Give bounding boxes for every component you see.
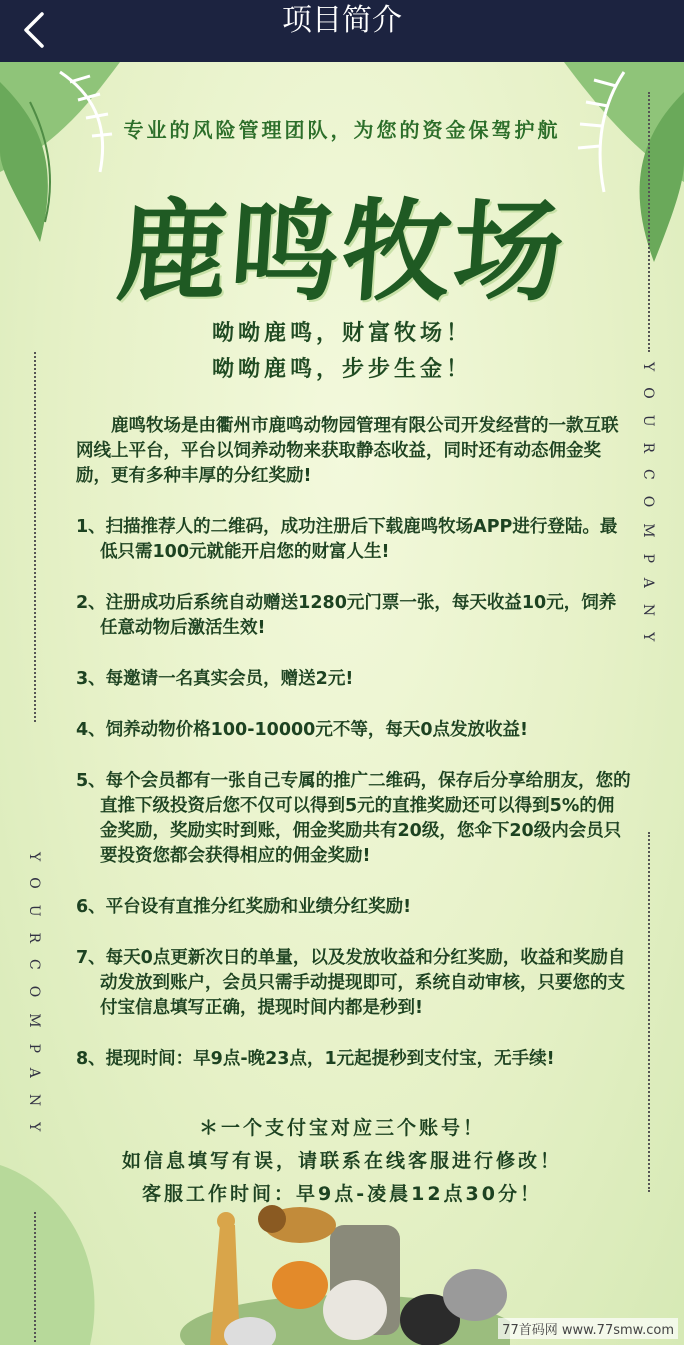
intro-text-block (76, 414, 631, 1098)
notice-line: ＊一个支付宝对应三个账号！ (198, 1117, 485, 1139)
tagline: 专业的风险管理团队，为您的资金保驾护航 (123, 120, 561, 142)
slogan-line: 呦呦鹿鸣，步步生金！ (211, 357, 472, 382)
side-text-right: YOURCOMPANY (640, 362, 656, 658)
project-poster (0, 62, 684, 1345)
notice-line: 如信息填写有误，请联系在线客服进行修改！ (121, 1150, 562, 1172)
rule-item: 7、每天0点更新次日的单量，以及发放收益和分红奖励，收益和奖励自动发放到账户，会员只需手动提现即可，系统自动审核，只要您的支付宝信息填写正确，提现时间内都是秒到! (76, 948, 626, 1018)
slogan-line: 呦呦鹿鸣，财富牧场！ (211, 321, 472, 346)
rule-item: 2、注册成功后系统自动赠送1280元门票一张，每天收益10元，饲养任意动物后激活生效! (76, 593, 617, 638)
top-nav-bar (0, 0, 684, 62)
rule-item: 6、平台设有直推分红奖励和业绩分红奖励! (76, 897, 412, 917)
side-text-left: YOURCOMPANY (26, 852, 42, 1148)
rule-item: 8、提现时间：早9点-晚23点，1元起提秒到支付宝，无手续! (76, 1049, 555, 1069)
rule-item: 3、每邀请一名真实会员，赠送2元! (76, 669, 354, 689)
rule-item: 5、每个会员都有一张自己专属的推广二维码，保存后分享给朋友，您的直推下级投资后您不仅可以得到5元的直推奖励还可以得到5%的佣金奖励，奖励实时到账，佣金奖励共有20级，您伞下20级内会员只要投资您都会获得相应的佣金奖励! (76, 771, 631, 866)
watermark: 77首码网 www.77smw.com (498, 1318, 678, 1339)
rule-item: 4、饲养动物价格100-10000元不等，每天0点发放收益! (76, 720, 529, 740)
frame-line (34, 1212, 36, 1342)
rule-item: 1、扫描推荐人的二维码，成功注册后下载鹿鸣牧场APP进行登陆。最低只需100元就能开启您的财富人生! (76, 517, 618, 562)
brand-title: 鹿鸣牧场 (112, 188, 570, 316)
intro-paragraph: 鹿鸣牧场是由衢州市鹿鸣动物园管理有限公司开发经营的一款互联网线上平台，平台以饲养动物来获取静态收益，同时还有动态佣金奖励，更有多种丰厚的分红奖励! (76, 416, 619, 486)
page-title: 项目简介 (282, 3, 402, 38)
frame-line (34, 352, 36, 722)
notice-line: 客服工作时间：早9点-凌晨12点30分！ (142, 1183, 542, 1205)
animals-illustration (180, 1185, 510, 1345)
